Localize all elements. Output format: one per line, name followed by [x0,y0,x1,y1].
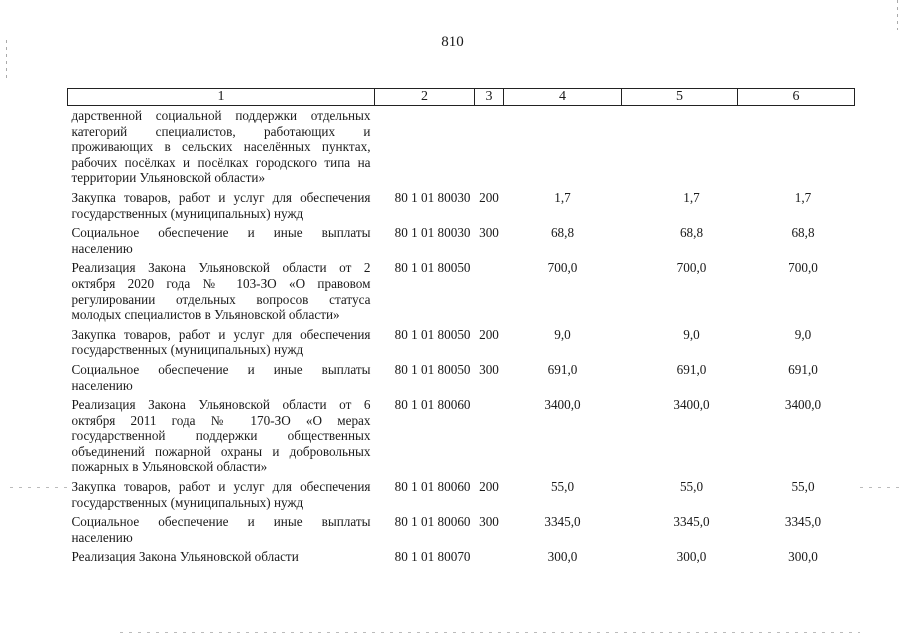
row-type-cell: 300 [479,514,499,530]
column-header: 4 [504,89,622,106]
row-value-col6: 55,0 [791,479,815,495]
row-value-col5: 55,0 [679,479,704,495]
row-name-cell: Закупка товаров, работ и услуг для обеспечения государственных (муниципальных) нужд [71,479,371,510]
row-value-col5: 68,8 [679,225,704,241]
row-value-col6: 1,7 [794,189,812,205]
row-value-col6: 68,8 [791,225,815,241]
column-header: 3 [475,89,504,106]
row-value-col6: 3400,0 [784,397,822,413]
row-value-col6: 691,0 [788,361,818,377]
row-value-col4: 1,7 [554,189,571,205]
column-header: 1 [68,89,375,106]
table-row [68,325,855,360]
table-row [68,360,855,395]
row-value-col6: 700,0 [788,260,818,276]
row-name-cell: Реализация Закона Ульяновской области [71,549,299,565]
row-name-cell: Реализация Закона Ульяновской области от 2 октября 2020 года № 103-ЗО «О правовом регулировании отдельных вопросов статуса молодых специалистов в Ульяновской области» [71,260,371,323]
row-value-col5: 3400,0 [673,397,710,413]
table-body [68,106,855,568]
scan-artifact-line [120,632,860,633]
row-value-col4 [504,106,622,188]
table-row [68,106,855,188]
row-name-cell: дарственной социальной поддержки отдельных категорий специалистов, работающих и проживающих в сельских населённых пунктах, рабочих посёлках и посёлках городского типа на территории Ульяновской области» [71,108,371,186]
row-value-col6: 3345,0 [784,514,822,530]
row-code-cell: 80 1 01 80060 [394,514,471,530]
row-type-cell [475,395,504,477]
row-name-cell: Социальное обеспечение и иные выплаты населению [71,514,371,545]
row-name-cell: Реализация Закона Ульяновской области от 6 октября 2011 года № 170-ЗО «О мерах государственной поддержки общественных объединений пожарной охраны и добровольных пожарных в Ульяновской области» [71,397,371,475]
row-type-cell: 300 [479,361,499,377]
row-name-cell: Социальное обеспечение и иные выплаты населению [71,225,371,256]
table-row [68,188,855,223]
row-value-col5 [622,106,738,188]
row-type-cell [475,258,504,324]
row-code-cell: 80 1 01 80060 [394,479,471,495]
row-code-cell: 80 1 01 80050 [394,326,471,342]
row-code-cell: 80 1 01 80030 [394,189,471,205]
column-header: 6 [738,89,855,106]
row-value-col5: 9,0 [683,326,700,342]
row-type-cell [475,106,504,188]
row-value-col4: 700,0 [547,260,578,276]
row-value-col4: 691,0 [547,361,578,377]
row-value-col4: 68,8 [550,225,575,241]
row-value-col4: 55,0 [550,479,575,495]
column-header: 5 [622,89,738,106]
row-value-col5: 3345,0 [673,514,710,530]
table-row [68,477,855,512]
row-value-col4: 3345,0 [544,514,581,530]
row-name-cell: Социальное обеспечение и иные выплаты населению [71,361,371,393]
scan-artifact-right [897,0,898,30]
row-code-cell: 80 1 01 80060 [394,397,471,413]
row-type-cell: 300 [479,225,499,241]
column-header: 2 [375,89,475,106]
page-number: 810 [441,34,464,50]
scan-artifact-line [10,487,70,488]
row-code-cell [375,106,475,188]
row-value-col4: 300,0 [547,549,578,565]
row-value-col4: 9,0 [554,326,571,342]
row-value-col5: 300,0 [676,549,707,565]
row-code-cell: 80 1 01 80050 [394,260,471,276]
row-type-cell: 200 [479,189,499,205]
row-code-cell: 80 1 01 80030 [394,225,471,241]
table-row [68,395,855,477]
row-type-cell: 200 [479,326,499,342]
table-row [68,223,855,258]
row-value-col5: 691,0 [676,361,707,377]
table-row [68,258,855,324]
row-value-col6: 300,0 [788,549,818,565]
table-row [68,512,855,547]
row-code-cell: 80 1 01 80050 [394,361,471,377]
row-value-col6: 9,0 [794,326,812,342]
budget-table [67,88,855,567]
row-type-cell [475,547,504,567]
row-code-cell: 80 1 01 80070 [394,549,471,565]
row-name-cell: Закупка товаров, работ и услуг для обеспечения государственных (муниципальных) нужд [71,189,371,221]
table-row [68,547,855,567]
row-name-cell: Закупка товаров, работ и услуг для обеспечения государственных (муниципальных) нужд [71,326,371,358]
scan-artifact-line [860,487,900,488]
table-header-row [68,89,855,106]
row-value-col4: 3400,0 [544,397,581,413]
row-value-col5: 700,0 [676,260,707,276]
row-value-col5: 1,7 [683,189,700,205]
row-type-cell: 200 [479,479,499,495]
row-value-col6 [738,106,855,188]
